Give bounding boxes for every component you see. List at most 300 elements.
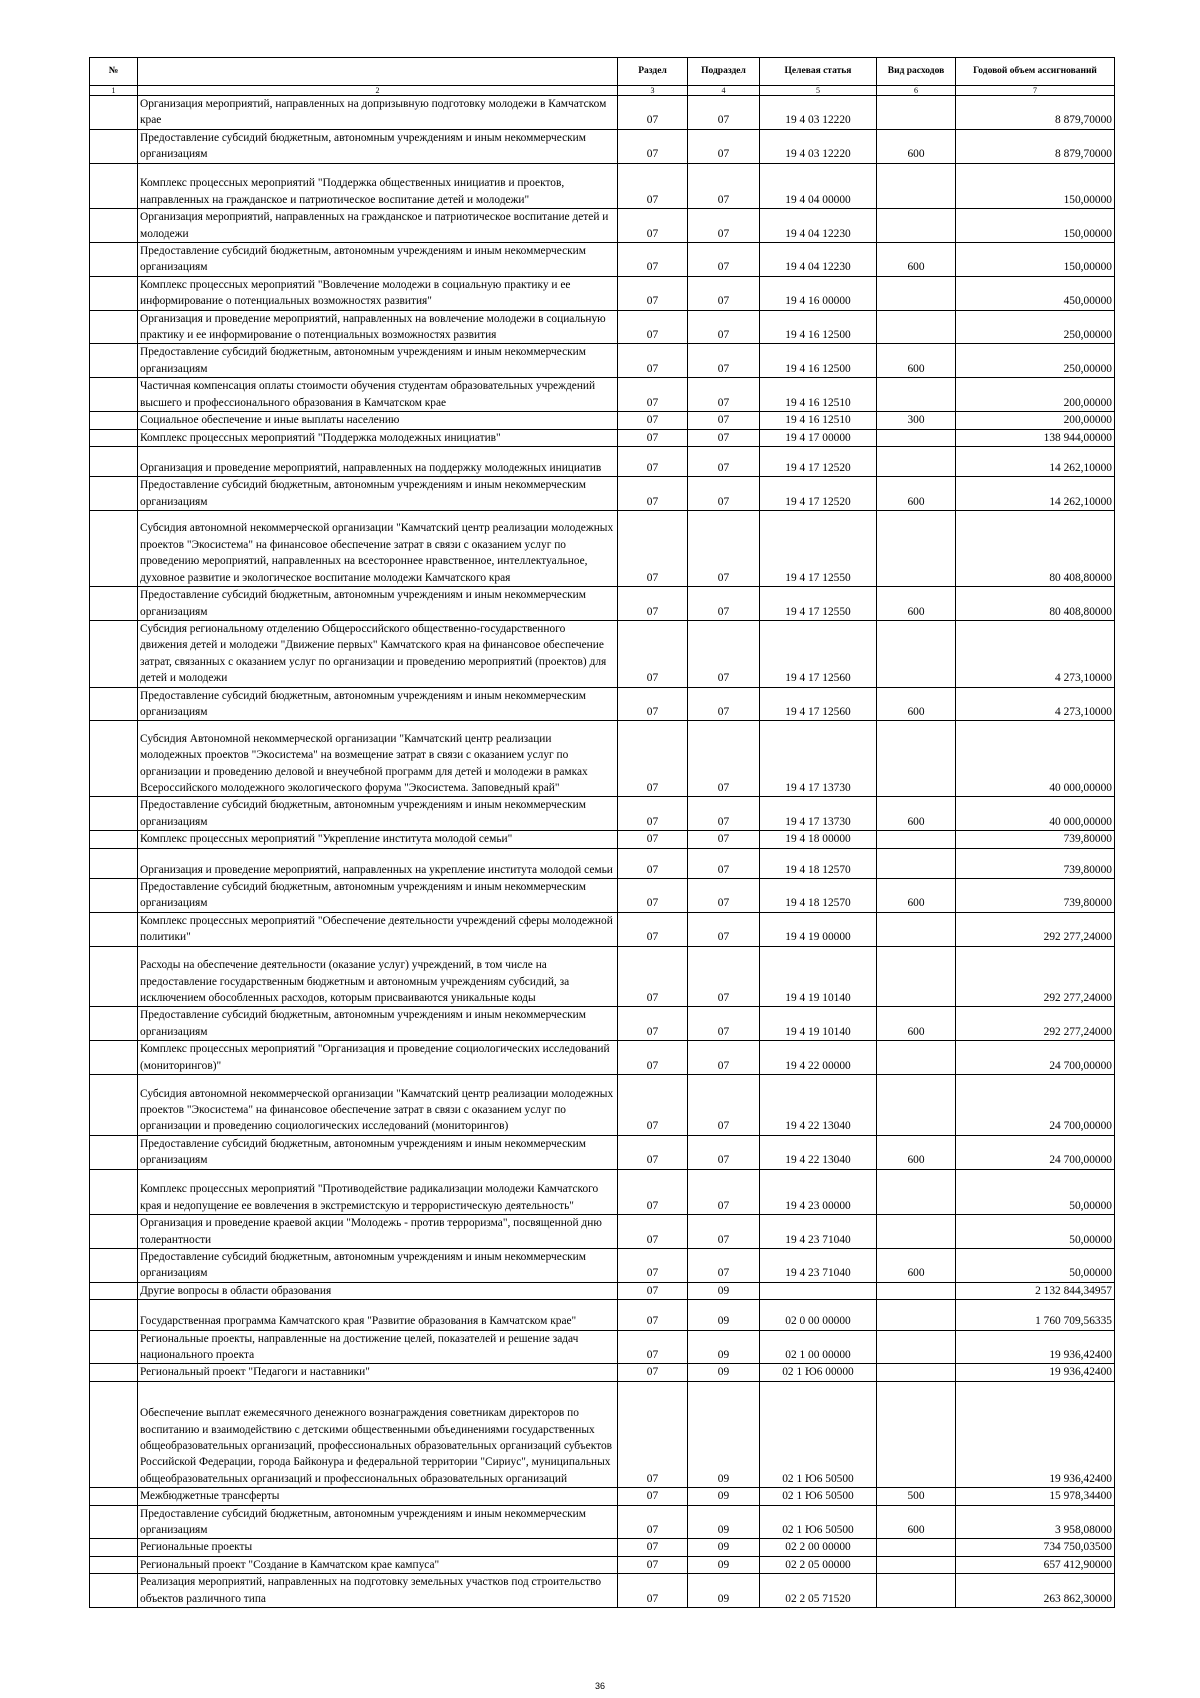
row-name-cell: Комплекс процессных мероприятий "Организация и проведение социологических исследований (мониторингов)" xyxy=(138,1041,618,1075)
row-podrazdel-cell: 07 xyxy=(688,96,760,130)
row-amount-cell: 50,00000 xyxy=(956,1249,1115,1283)
column-number: 6 xyxy=(877,86,956,96)
row-expense-type-cell xyxy=(877,946,956,1007)
row-target-article-cell: 19 4 16 12510 xyxy=(760,412,877,429)
row-name-cell: Предоставление субсидий бюджетным, автономным учреждениям и иным некоммерческим организациям xyxy=(138,797,618,831)
row-target-article-cell: 19 4 04 12230 xyxy=(760,243,877,277)
row-name-cell: Предоставление субсидий бюджетным, автономным учреждениям и иным некоммерческим организациям xyxy=(138,1249,618,1283)
row-podrazdel-cell: 07 xyxy=(688,620,760,687)
row-name-cell: Предоставление субсидий бюджетным, автономным учреждениям и иным некоммерческим организациям xyxy=(138,587,618,621)
row-expense-type-cell: 600 xyxy=(877,797,956,831)
row-name-cell: Предоставление субсидий бюджетным, автономным учреждениям и иным некоммерческим организациям xyxy=(138,1505,618,1539)
table-row xyxy=(90,848,1115,878)
row-amount-cell: 200,00000 xyxy=(956,412,1115,429)
row-podrazdel-cell: 07 xyxy=(688,878,760,912)
row-name-cell: Межбюджетные трансферты xyxy=(138,1488,618,1505)
row-name-cell: Предоставление субсидий бюджетным, автономным учреждениям и иным некоммерческим организациям xyxy=(138,243,618,277)
table-row xyxy=(90,129,1115,163)
header-expense-type: Вид расходов xyxy=(877,58,956,86)
row-target-article-cell: 02 2 05 00000 xyxy=(760,1556,877,1573)
row-razdel-cell: 07 xyxy=(618,1215,688,1249)
row-podrazdel-cell: 09 xyxy=(688,1539,760,1556)
row-num-cell xyxy=(90,344,138,378)
row-amount-cell: 263 862,30000 xyxy=(956,1574,1115,1608)
row-amount-cell: 1 760 709,56335 xyxy=(956,1300,1115,1330)
row-expense-type-cell xyxy=(877,1539,956,1556)
row-razdel-cell: 07 xyxy=(618,848,688,878)
row-amount-cell: 80 408,80000 xyxy=(956,511,1115,587)
row-razdel-cell: 07 xyxy=(618,912,688,946)
row-razdel-cell: 07 xyxy=(618,831,688,848)
row-amount-cell: 8 879,70000 xyxy=(956,96,1115,130)
table-row xyxy=(90,209,1115,243)
row-num-cell xyxy=(90,243,138,277)
row-expense-type-cell xyxy=(877,378,956,412)
row-num-cell xyxy=(90,1169,138,1215)
header-annual-amount: Годовой объем ассигнований xyxy=(956,58,1115,86)
row-num-cell xyxy=(90,946,138,1007)
row-podrazdel-cell: 07 xyxy=(688,687,760,721)
row-podrazdel-cell: 07 xyxy=(688,163,760,209)
row-num-cell xyxy=(90,1041,138,1075)
table-body xyxy=(90,96,1115,1608)
row-amount-cell: 14 262,10000 xyxy=(956,477,1115,511)
header-row xyxy=(90,58,1115,86)
row-num-cell xyxy=(90,378,138,412)
row-razdel-cell: 07 xyxy=(618,446,688,476)
row-num-cell xyxy=(90,412,138,429)
row-target-article-cell: 02 1 Ю6 00000 xyxy=(760,1364,877,1381)
table-row xyxy=(90,446,1115,476)
table-row xyxy=(90,1556,1115,1573)
header-name xyxy=(138,58,618,86)
table-row xyxy=(90,511,1115,587)
row-podrazdel-cell: 07 xyxy=(688,243,760,277)
row-name-cell: Субсидия Автономной некоммерческой организации "Камчатский центр реализации молодежных проектов "Экосистема" на возмещение затрат в связи с оказанием услуг по организации и проведению деловой и внеучебной программ для детей и молодежи в рамках Всероссийского молодежного экологического форума "Экосистема. Заповедный край" xyxy=(138,721,618,797)
row-target-article-cell: 19 4 16 12510 xyxy=(760,378,877,412)
table-row xyxy=(90,1075,1115,1136)
row-podrazdel-cell: 07 xyxy=(688,831,760,848)
row-expense-type-cell: 600 xyxy=(877,1505,956,1539)
row-num-cell xyxy=(90,163,138,209)
row-razdel-cell: 07 xyxy=(618,620,688,687)
row-razdel-cell: 07 xyxy=(618,946,688,1007)
row-target-article-cell: 19 4 17 12560 xyxy=(760,687,877,721)
row-razdel-cell: 07 xyxy=(618,243,688,277)
row-podrazdel-cell: 07 xyxy=(688,1215,760,1249)
table-row xyxy=(90,878,1115,912)
row-razdel-cell: 07 xyxy=(618,1381,688,1487)
row-amount-cell: 19 936,42400 xyxy=(956,1330,1115,1364)
row-num-cell xyxy=(90,878,138,912)
column-number: 1 xyxy=(90,86,138,96)
table-row xyxy=(90,1381,1115,1487)
row-expense-type-cell xyxy=(877,620,956,687)
row-name-cell: Комплекс процессных мероприятий "Укрепление института молодой семьи" xyxy=(138,831,618,848)
table-row xyxy=(90,587,1115,621)
row-podrazdel-cell: 07 xyxy=(688,946,760,1007)
table-row xyxy=(90,1539,1115,1556)
row-num-cell xyxy=(90,1574,138,1608)
table-row xyxy=(90,344,1115,378)
row-razdel-cell: 07 xyxy=(618,1556,688,1573)
row-amount-cell: 150,00000 xyxy=(956,243,1115,277)
row-podrazdel-cell: 07 xyxy=(688,446,760,476)
row-name-cell: Субсидия автономной некоммерческой организации "Камчатский центр реализации молодежных проектов "Экосистема" на финансовое обеспечение затрат в связи с оказанием услуг по проведению мероприятий, направленных на всестороннее нравственное, интеллектуальное, духовное развитие и экологическое воспитание молодежи Камчатского края xyxy=(138,511,618,587)
row-target-article-cell xyxy=(760,1282,877,1299)
row-num-cell xyxy=(90,511,138,587)
row-podrazdel-cell: 07 xyxy=(688,129,760,163)
row-podrazdel-cell: 07 xyxy=(688,477,760,511)
row-name-cell: Предоставление субсидий бюджетным, автономным учреждениям и иным некоммерческим организациям xyxy=(138,1135,618,1169)
row-expense-type-cell: 600 xyxy=(877,1007,956,1041)
row-amount-cell: 2 132 844,34957 xyxy=(956,1282,1115,1299)
column-numbers-row xyxy=(90,86,1115,96)
row-amount-cell: 80 408,80000 xyxy=(956,587,1115,621)
table-row xyxy=(90,1300,1115,1330)
row-num-cell xyxy=(90,1215,138,1249)
row-amount-cell: 450,00000 xyxy=(956,276,1115,310)
row-razdel-cell: 07 xyxy=(618,1330,688,1364)
row-num-cell xyxy=(90,446,138,476)
row-name-cell: Организация и проведение мероприятий, направленных на укрепление института молодой семьи xyxy=(138,848,618,878)
row-expense-type-cell xyxy=(877,1041,956,1075)
row-podrazdel-cell: 07 xyxy=(688,378,760,412)
row-name-cell: Другие вопросы в области образования xyxy=(138,1282,618,1299)
row-amount-cell: 657 412,90000 xyxy=(956,1556,1115,1573)
row-expense-type-cell: 600 xyxy=(877,587,956,621)
column-number: 7 xyxy=(956,86,1115,96)
row-podrazdel-cell: 07 xyxy=(688,1135,760,1169)
row-podrazdel-cell: 07 xyxy=(688,848,760,878)
row-num-cell xyxy=(90,129,138,163)
row-expense-type-cell xyxy=(877,1574,956,1608)
row-expense-type-cell xyxy=(877,848,956,878)
row-target-article-cell: 19 4 17 00000 xyxy=(760,429,877,446)
row-expense-type-cell xyxy=(877,96,956,130)
row-expense-type-cell xyxy=(877,1075,956,1136)
row-amount-cell: 250,00000 xyxy=(956,344,1115,378)
row-target-article-cell: 19 4 18 12570 xyxy=(760,878,877,912)
row-name-cell: Организация мероприятий, направленных на допризывную подготовку молодежи в Камчатском крае xyxy=(138,96,618,130)
row-expense-type-cell xyxy=(877,209,956,243)
row-num-cell xyxy=(90,797,138,831)
row-target-article-cell: 19 4 22 13040 xyxy=(760,1075,877,1136)
row-razdel-cell: 07 xyxy=(618,344,688,378)
row-target-article-cell: 19 4 04 12230 xyxy=(760,209,877,243)
row-name-cell: Предоставление субсидий бюджетным, автономным учреждениям и иным некоммерческим организациям xyxy=(138,687,618,721)
row-name-cell: Государственная программа Камчатского края "Развитие образования в Камчатском крае" xyxy=(138,1300,618,1330)
column-number: 2 xyxy=(138,86,618,96)
row-num-cell xyxy=(90,1556,138,1573)
row-num-cell xyxy=(90,687,138,721)
row-podrazdel-cell: 07 xyxy=(688,344,760,378)
row-amount-cell: 19 936,42400 xyxy=(956,1364,1115,1381)
row-target-article-cell: 19 4 22 00000 xyxy=(760,1041,877,1075)
row-name-cell: Региональный проект "Педагоги и наставники" xyxy=(138,1364,618,1381)
column-number: 4 xyxy=(688,86,760,96)
row-num-cell xyxy=(90,587,138,621)
row-name-cell: Предоставление субсидий бюджетным, автономным учреждениям и иным некоммерческим организациям xyxy=(138,878,618,912)
row-amount-cell: 50,00000 xyxy=(956,1215,1115,1249)
table-row xyxy=(90,310,1115,344)
row-razdel-cell: 07 xyxy=(618,878,688,912)
row-podrazdel-cell: 07 xyxy=(688,429,760,446)
row-expense-type-cell: 300 xyxy=(877,412,956,429)
row-podrazdel-cell: 09 xyxy=(688,1330,760,1364)
row-podrazdel-cell: 07 xyxy=(688,209,760,243)
row-target-article-cell: 02 1 Ю6 50500 xyxy=(760,1488,877,1505)
row-razdel-cell: 07 xyxy=(618,129,688,163)
row-target-article-cell: 19 4 17 12520 xyxy=(760,446,877,476)
row-amount-cell: 150,00000 xyxy=(956,163,1115,209)
row-target-article-cell: 19 4 19 10140 xyxy=(760,946,877,1007)
table-row xyxy=(90,831,1115,848)
header-target-article: Целевая статья xyxy=(760,58,877,86)
row-target-article-cell: 19 4 16 12500 xyxy=(760,310,877,344)
row-amount-cell: 4 273,10000 xyxy=(956,687,1115,721)
table-row xyxy=(90,721,1115,797)
row-razdel-cell: 07 xyxy=(618,477,688,511)
row-num-cell xyxy=(90,310,138,344)
row-expense-type-cell: 500 xyxy=(877,1488,956,1505)
row-expense-type-cell xyxy=(877,1556,956,1573)
row-name-cell: Предоставление субсидий бюджетным, автономным учреждениям и иным некоммерческим организациям xyxy=(138,129,618,163)
row-num-cell xyxy=(90,1075,138,1136)
row-amount-cell: 739,80000 xyxy=(956,878,1115,912)
table-row xyxy=(90,620,1115,687)
row-amount-cell: 250,00000 xyxy=(956,310,1115,344)
row-target-article-cell: 19 4 19 00000 xyxy=(760,912,877,946)
row-target-article-cell: 19 4 17 12520 xyxy=(760,477,877,511)
row-expense-type-cell xyxy=(877,511,956,587)
row-name-cell: Организация и проведение краевой акции "Молодежь - против терроризма", посвященной дню толерантности xyxy=(138,1215,618,1249)
row-amount-cell: 292 277,24000 xyxy=(956,946,1115,1007)
row-razdel-cell: 07 xyxy=(618,412,688,429)
row-razdel-cell: 07 xyxy=(618,429,688,446)
row-num-cell xyxy=(90,1381,138,1487)
row-amount-cell: 292 277,24000 xyxy=(956,1007,1115,1041)
table-row xyxy=(90,1505,1115,1539)
row-target-article-cell: 19 4 16 12500 xyxy=(760,344,877,378)
header-razdel: Раздел xyxy=(618,58,688,86)
row-num-cell xyxy=(90,1300,138,1330)
row-amount-cell: 14 262,10000 xyxy=(956,446,1115,476)
row-razdel-cell: 07 xyxy=(618,687,688,721)
row-name-cell: Комплекс процессных мероприятий "Поддержка молодежных инициатив" xyxy=(138,429,618,446)
table-row xyxy=(90,1364,1115,1381)
row-expense-type-cell xyxy=(877,721,956,797)
row-amount-cell: 19 936,42400 xyxy=(956,1381,1115,1487)
table-row xyxy=(90,797,1115,831)
header-podrazdel: Подраздел xyxy=(688,58,760,86)
table-row xyxy=(90,243,1115,277)
row-podrazdel-cell: 09 xyxy=(688,1381,760,1487)
table-row xyxy=(90,1249,1115,1283)
table-row xyxy=(90,1282,1115,1299)
table-row xyxy=(90,1135,1115,1169)
row-razdel-cell: 07 xyxy=(618,310,688,344)
row-num-cell xyxy=(90,96,138,130)
table-row xyxy=(90,946,1115,1007)
row-expense-type-cell: 600 xyxy=(877,243,956,277)
row-podrazdel-cell: 09 xyxy=(688,1300,760,1330)
row-amount-cell: 40 000,00000 xyxy=(956,721,1115,797)
row-expense-type-cell xyxy=(877,429,956,446)
table-row xyxy=(90,1169,1115,1215)
row-podrazdel-cell: 09 xyxy=(688,1364,760,1381)
row-name-cell: Реализация мероприятий, направленных на подготовку земельных участков под строительство объектов различного типа xyxy=(138,1574,618,1608)
row-podrazdel-cell: 09 xyxy=(688,1505,760,1539)
row-num-cell xyxy=(90,1505,138,1539)
row-expense-type-cell: 600 xyxy=(877,129,956,163)
row-razdel-cell: 07 xyxy=(618,1574,688,1608)
row-podrazdel-cell: 07 xyxy=(688,511,760,587)
table-row xyxy=(90,412,1115,429)
row-name-cell: Предоставление субсидий бюджетным, автономным учреждениям и иным некоммерческим организациям xyxy=(138,1007,618,1041)
row-target-article-cell: 19 4 18 00000 xyxy=(760,831,877,848)
row-name-cell: Комплекс процессных мероприятий "Поддержка общественных инициатив и проектов, направленных на гражданское и патриотическое воспитание детей и молодежи" xyxy=(138,163,618,209)
row-target-article-cell: 02 1 00 00000 xyxy=(760,1330,877,1364)
row-podrazdel-cell: 07 xyxy=(688,721,760,797)
row-amount-cell: 150,00000 xyxy=(956,209,1115,243)
row-podrazdel-cell: 07 xyxy=(688,1007,760,1041)
row-target-article-cell: 19 4 03 12220 xyxy=(760,129,877,163)
row-num-cell xyxy=(90,620,138,687)
row-podrazdel-cell: 09 xyxy=(688,1488,760,1505)
budget-table xyxy=(89,57,1115,1608)
row-name-cell: Расходы на обеспечение деятельности (оказание услуг) учреждений, в том числе на предоставление государственным бюджетным и автономным учреждениям субсидий, за исключением обособленных расходов, которым присваиваются уникальные коды xyxy=(138,946,618,1007)
row-amount-cell: 24 700,00000 xyxy=(956,1135,1115,1169)
row-podrazdel-cell: 07 xyxy=(688,1075,760,1136)
row-target-article-cell: 19 4 17 12550 xyxy=(760,511,877,587)
row-num-cell xyxy=(90,1488,138,1505)
row-name-cell: Предоставление субсидий бюджетным, автономным учреждениям и иным некоммерческим организациям xyxy=(138,344,618,378)
row-expense-type-cell: 600 xyxy=(877,687,956,721)
row-num-cell xyxy=(90,1007,138,1041)
page-number: 36 xyxy=(594,1681,605,1691)
row-podrazdel-cell: 09 xyxy=(688,1574,760,1608)
row-num-cell xyxy=(90,848,138,878)
row-name-cell: Региональный проект "Создание в Камчатском крае кампуса" xyxy=(138,1556,618,1573)
row-target-article-cell: 02 1 Ю6 50500 xyxy=(760,1381,877,1487)
row-num-cell xyxy=(90,477,138,511)
row-name-cell: Субсидия автономной некоммерческой организации "Камчатский центр реализации молодежных проектов "Экосистема" на финансовое обеспечение затрат в связи с оказанием услуг по организации и проведению социологических исследований (мониторингов) xyxy=(138,1075,618,1136)
row-amount-cell: 4 273,10000 xyxy=(956,620,1115,687)
row-amount-cell: 292 277,24000 xyxy=(956,912,1115,946)
row-target-article-cell: 19 4 04 00000 xyxy=(760,163,877,209)
row-expense-type-cell: 600 xyxy=(877,1249,956,1283)
row-amount-cell: 50,00000 xyxy=(956,1169,1115,1215)
row-amount-cell: 734 750,03500 xyxy=(956,1539,1115,1556)
table-row xyxy=(90,276,1115,310)
row-name-cell: Частичная компенсация оплаты стоимости обучения студентам образовательных учреждений высшего и профессионального образования в Камчатском крае xyxy=(138,378,618,412)
row-amount-cell: 8 879,70000 xyxy=(956,129,1115,163)
row-expense-type-cell: 600 xyxy=(877,344,956,378)
row-num-cell xyxy=(90,1135,138,1169)
table-row xyxy=(90,477,1115,511)
row-razdel-cell: 07 xyxy=(618,721,688,797)
row-name-cell: Организация мероприятий, направленных на гражданское и патриотическое воспитание детей и молодежи xyxy=(138,209,618,243)
table-row xyxy=(90,1488,1115,1505)
row-target-article-cell: 02 2 05 71520 xyxy=(760,1574,877,1608)
row-expense-type-cell: 600 xyxy=(877,878,956,912)
row-amount-cell: 24 700,00000 xyxy=(956,1041,1115,1075)
row-name-cell: Обеспечение выплат ежемесячного денежного вознаграждения советникам директоров по воспитанию и взаимодействию с детскими общественными объединениями государственных общеобразовательных организаций, профессиональных образовательных организаций субъектов Российской Федерации, города Байконура и федеральной территории "Сириус", муниципальных общеобразовательных организаций и профессиональных образовательных организаций xyxy=(138,1381,618,1487)
row-podrazdel-cell: 07 xyxy=(688,412,760,429)
row-expense-type-cell xyxy=(877,1282,956,1299)
row-razdel-cell: 07 xyxy=(618,1041,688,1075)
row-expense-type-cell xyxy=(877,1169,956,1215)
row-name-cell: Организация и проведение мероприятий, направленных на поддержку молодежных инициатив xyxy=(138,446,618,476)
row-amount-cell: 739,80000 xyxy=(956,848,1115,878)
row-razdel-cell: 07 xyxy=(618,1249,688,1283)
row-name-cell: Предоставление субсидий бюджетным, автономным учреждениям и иным некоммерческим организациям xyxy=(138,477,618,511)
row-target-article-cell: 19 4 03 12220 xyxy=(760,96,877,130)
row-target-article-cell: 19 4 17 12550 xyxy=(760,587,877,621)
row-num-cell xyxy=(90,209,138,243)
table-row xyxy=(90,378,1115,412)
row-podrazdel-cell: 09 xyxy=(688,1556,760,1573)
row-expense-type-cell xyxy=(877,1330,956,1364)
row-num-cell xyxy=(90,1539,138,1556)
row-target-article-cell: 19 4 23 00000 xyxy=(760,1169,877,1215)
row-amount-cell: 739,80000 xyxy=(956,831,1115,848)
row-name-cell: Комплекс процессных мероприятий "Вовлечение молодежи в социальную практику и ее информирование о потенциальных возможностях развития" xyxy=(138,276,618,310)
row-amount-cell: 200,00000 xyxy=(956,378,1115,412)
row-razdel-cell: 07 xyxy=(618,276,688,310)
row-target-article-cell: 19 4 17 13730 xyxy=(760,797,877,831)
row-amount-cell: 24 700,00000 xyxy=(956,1075,1115,1136)
row-amount-cell: 15 978,34400 xyxy=(956,1488,1115,1505)
row-razdel-cell: 07 xyxy=(618,1135,688,1169)
row-name-cell: Комплекс процессных мероприятий "Обеспечение деятельности учреждений сферы молодежной политики" xyxy=(138,912,618,946)
row-expense-type-cell xyxy=(877,163,956,209)
row-razdel-cell: 07 xyxy=(618,1488,688,1505)
row-num-cell xyxy=(90,276,138,310)
row-target-article-cell: 02 1 Ю6 50500 xyxy=(760,1505,877,1539)
row-name-cell: Региональные проекты xyxy=(138,1539,618,1556)
row-expense-type-cell xyxy=(877,1364,956,1381)
row-target-article-cell: 19 4 23 71040 xyxy=(760,1249,877,1283)
table-row xyxy=(90,429,1115,446)
row-num-cell xyxy=(90,831,138,848)
row-target-article-cell: 19 4 16 00000 xyxy=(760,276,877,310)
row-target-article-cell: 02 2 00 00000 xyxy=(760,1539,877,1556)
row-num-cell xyxy=(90,1330,138,1364)
row-expense-type-cell xyxy=(877,310,956,344)
row-name-cell: Субсидия региональному отделению Общероссийского общественно-государственного движения детей и молодежи "Движение первых" Камчатского края на финансовое обеспечение затрат, связанных с оказанием услуг по организации и проведению мероприятий (проектов) для детей и молодежи xyxy=(138,620,618,687)
row-name-cell: Социальное обеспечение и иные выплаты населению xyxy=(138,412,618,429)
row-expense-type-cell xyxy=(877,446,956,476)
table-row xyxy=(90,1330,1115,1364)
column-number: 3 xyxy=(618,86,688,96)
row-razdel-cell: 07 xyxy=(618,1539,688,1556)
column-number: 5 xyxy=(760,86,877,96)
row-amount-cell: 3 958,08000 xyxy=(956,1505,1115,1539)
row-expense-type-cell xyxy=(877,831,956,848)
row-expense-type-cell xyxy=(877,912,956,946)
row-podrazdel-cell: 07 xyxy=(688,1249,760,1283)
row-expense-type-cell xyxy=(877,1381,956,1487)
row-podrazdel-cell: 07 xyxy=(688,276,760,310)
row-podrazdel-cell: 07 xyxy=(688,912,760,946)
row-num-cell xyxy=(90,1282,138,1299)
row-expense-type-cell xyxy=(877,276,956,310)
table-row xyxy=(90,163,1115,209)
table-row xyxy=(90,687,1115,721)
row-podrazdel-cell: 07 xyxy=(688,310,760,344)
